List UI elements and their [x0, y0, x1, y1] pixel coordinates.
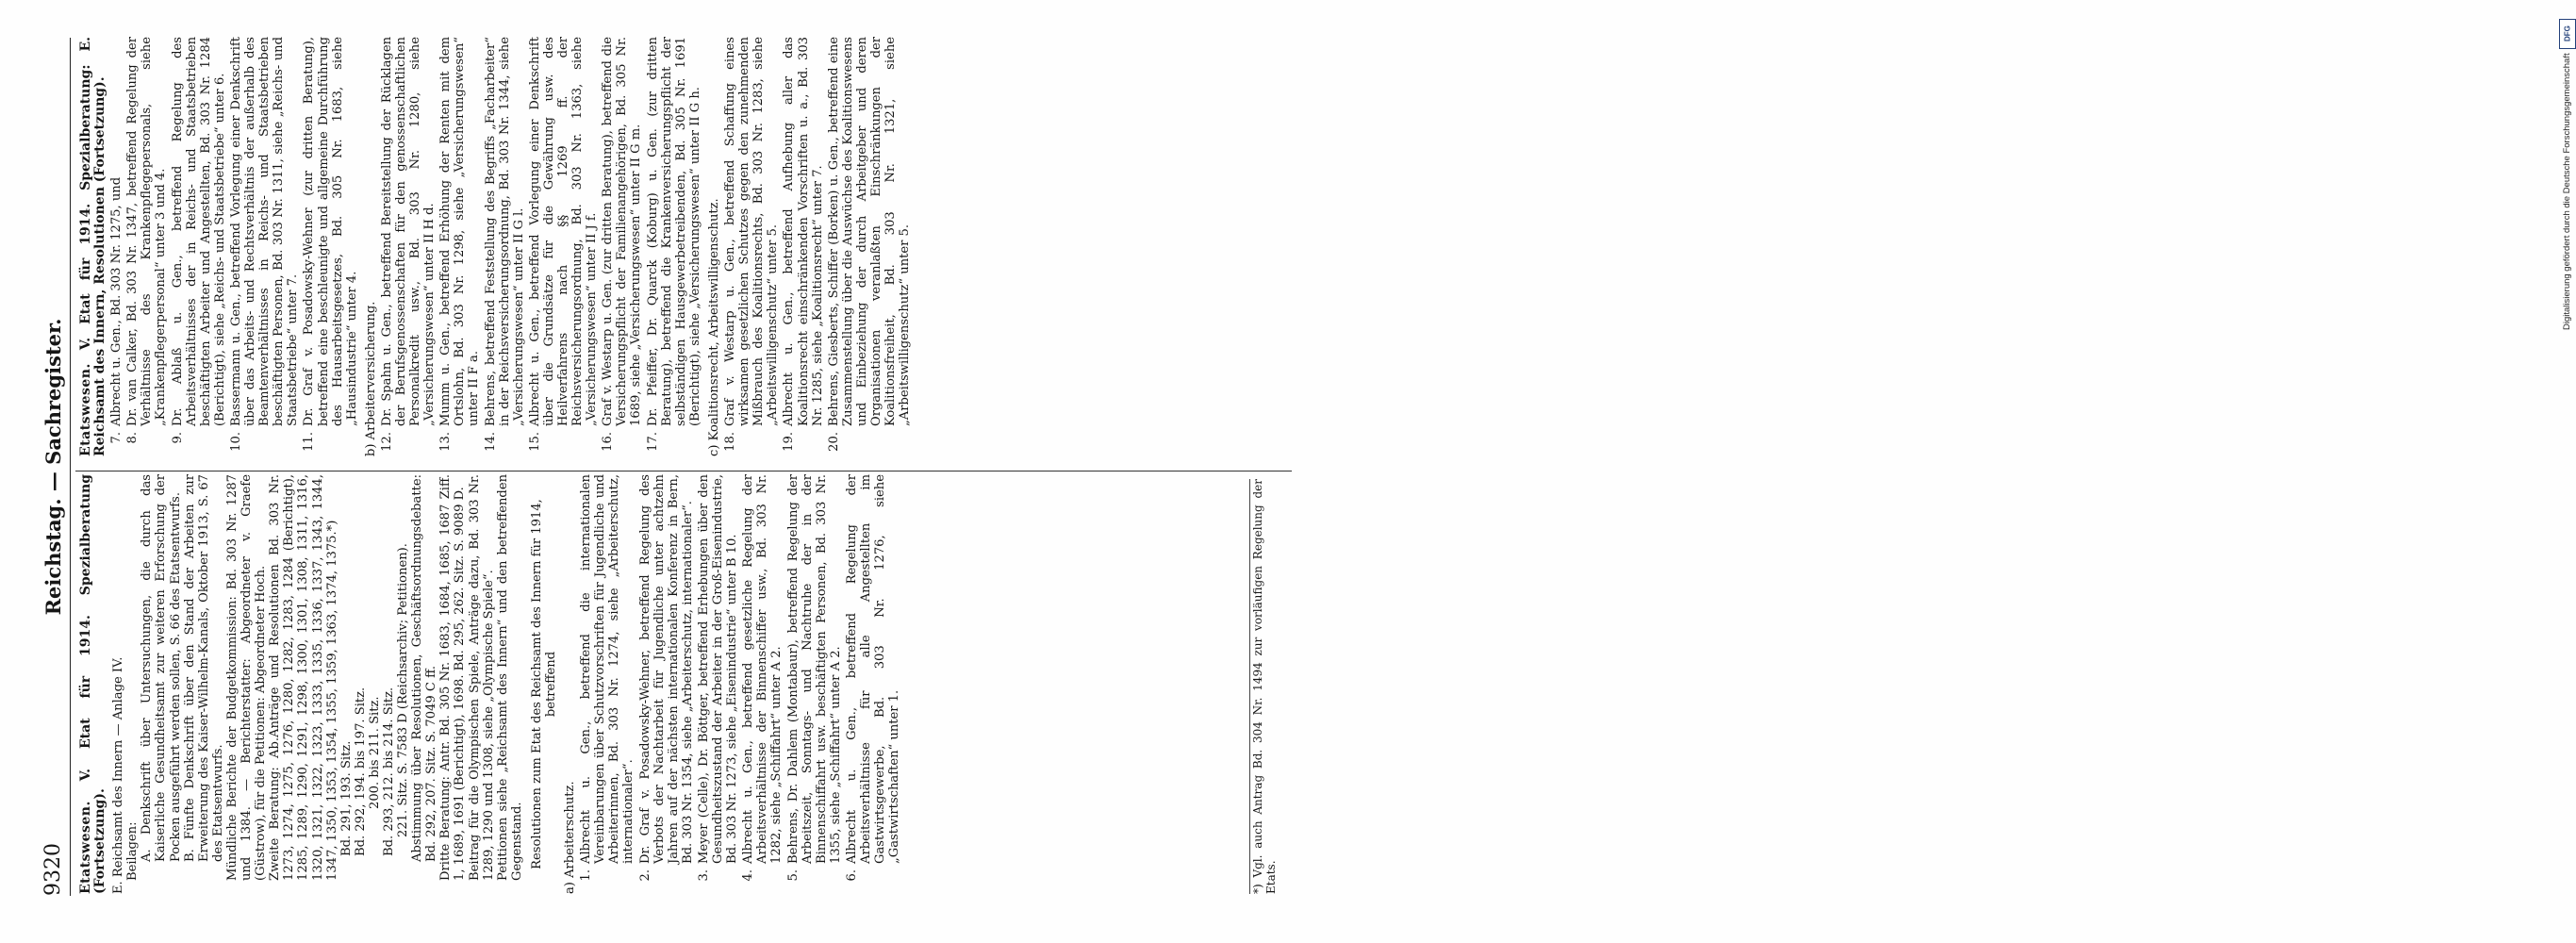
section-b-heading: b) Arbeiterversicherung. — [363, 301, 378, 456]
column-divider — [75, 471, 1292, 472]
beilagen-label: Beilagen: — [125, 821, 140, 881]
entry-list — [380, 37, 702, 456]
petitionen-ref: Petitionen siehe „Reichsamt des Innern“ und den betreffenden Gegenstand. — [495, 474, 524, 881]
beilage-a: A. Denkschrift über Untersuchungen, die durch das Kaiserliche Gesundheitsamt zur weiteren Erforschung der Pocken ausgeführt werden sollen, S. 66 des Etatsentwurfs. — [140, 474, 183, 862]
entry-text: Dr. Spahn u. Gen., betreffend Bereitstellung der Rücklagen der Berufsgenossenschaften für den genossenschaftlichen Personalkredit usw., Bd. 303 Nr. 1280, siehe „Versicherungswesen“ unter II H d. — [379, 37, 438, 426]
entry-number: 14. — [483, 432, 498, 452]
olympische-spiele-beitrag: Beitrag für die Olympischen Spiele, Anträge dazu, Bd. 303 Nr. 1289, 1290 und 1308, siehe „Olympische Spiele“. — [467, 474, 496, 881]
resolution-entry — [171, 37, 227, 456]
entry-number: 16. — [601, 432, 616, 452]
resolution-entry — [380, 37, 437, 456]
entry-number: 17. — [645, 432, 660, 452]
abstimmung: Abstimmung über Resolutionen, Geschäftsordnungsdebatte: Bd. 292, 207. Sitz. S. 7049 C ff. — [410, 474, 439, 862]
scanned-page — [0, 0, 1282, 943]
sitzung-ref: Bd. 292, 194. bis 197. Sitz. — [353, 687, 368, 856]
entry-number: 18. — [723, 432, 738, 452]
running-head — [38, 38, 71, 896]
entry-text: Albrecht u. Gen., betreffend Vorlegung einer Denkschrift über die Grundsätze für die Gewährung usw. des Heilverfahrens nach §§ 1269 ff. der Reichsversicherungsordnung, Bd. 303 Nr. 1363, siehe „Versicherungswesen“ unter II J f. — [527, 37, 600, 426]
entry-text: Graf v. Westarp u. Gen., betreffend Schaffung eines wirksamen gesetzlichen Schutzes gegen den zunehmenden Mißbrauch des Koalitionsrechts, Bd. 303 Nr. 1283, siehe „Arbeitswilligenschutz“ unter 5. — [723, 37, 781, 426]
entry-text: Albrecht u. Gen., betreffend gesetzliche Regelung der Arbeitsverhältnisse der Binnenschiffer usw., Bd. 303 Nr. 1282, siehe „Schiffahrt“ unter A 2. — [741, 474, 784, 864]
entry-text: Dr. van Calker, Bd. 303 Nr. 1347, betreffend Regelung der Verhältnisse des Krankenpflegepersonals, siehe „Krankenpflegerpersonal“ unter 3 und 4. — [125, 37, 169, 426]
resolution-entry — [579, 474, 636, 894]
header-title: Reichstag. — Sachregister. — [41, 318, 65, 616]
section-a-heading: a) Arbeiterschutz. — [563, 781, 578, 894]
entry-text: Dr. Ablaß u. Gen., betreffend Regelung des Arbeitsverhältnisses der in Reichs- und Staatsbetrieben beschäftigten Arbeiter und Angestellten, Bd. 303 Nr. 1284 (Berichtigt), siehe „Reichs- und Staatsbetriebe“ unter 6. — [170, 37, 227, 426]
entry-number: 2. — [637, 869, 652, 882]
entry-list — [723, 37, 912, 456]
zweite-beratung: Zweite Beratung: Ab.Anträge und Resolutionen Bd. 303 Nr. 1273, 1274, 1275, 1276, 1280, 1282, 1283, 1284 (Berichtigt), 1285, 1289, 1290, 1291, 1298, 1300, 1301, 1308, 1311, 1316, 1320, 1321, 1322, 1323, 1333, 1335, 1336, 1337, 1343, 1344, 1347, 1350, 1353, 1354, 1355, 1359, 1363, 1374, 1375.*) — [268, 474, 339, 881]
entry-text: Mumm u. Gen., betreffend Erhöhung der Renten mit dem Ortslohn, Bd. 303 Nr. 1298, siehe „Versicherungswesen“ unter II F a. — [438, 37, 482, 426]
sitzung-ref: Bd. 291, 193. Sitz. — [339, 740, 354, 856]
resolution-entry — [845, 474, 901, 894]
dritte-beratung: Dritte Beratung: Antr. Bd. 305 Nr. 1683, 1684, 1685, 1687 Ziff. 1, 1689, 1691 (Berichtigt), 1698. Bd. 295, 262. Sitz. S. 9089 D. — [438, 474, 468, 881]
resolution-entry — [723, 37, 780, 456]
resolution-entry — [786, 474, 843, 894]
entry-text: Albrecht u. Gen., Bd. 303 Nr. 1275, und — [109, 176, 124, 426]
entry-text: Behrens, betreffend Feststellung des Begriffs „Facharbeiter“ in der Reichsversicherungsordnung, Bd. 303 Nr. 1344, siehe „Versicherungswesen“ unter II G l. — [483, 37, 526, 426]
entry-number: 10. — [228, 432, 243, 452]
entry-text: Albrecht u. Gen., betreffend die internationalen Vereinbarungen über Schutzvorschriften für Jugendliche und Arbeiterinnen, Bd. 303 Nr. 1274, siehe „Arbeiterschutz, internationaler“. — [579, 474, 636, 864]
entry-text: Behrens, Dr. Dahlem (Montabaur), betreffend Regelung der Arbeitszeit, Sonntags- und Nachtruhe der in der Binnenschiffahrt usw. beschäftigten Personen, Bd. 303 Nr. 1355, siehe „Schiffahrt“ unter A 2. — [785, 474, 843, 864]
entry-text: Meyer (Celle), Dr. Böttger, betreffend Erhebungen über den Gesundheitszustand der Arbeiter in der Groß-Eisenindustrie, Bd. 303 Nr. 1273, siehe „Eisenindustrie“ unter B 10. — [696, 474, 740, 864]
section-e-heading: E. Reichsamt des Innern — Anlage IV. — [111, 656, 126, 894]
right-column-heading — [79, 37, 107, 456]
digitization-credit — [1278, 9, 2572, 934]
resolution-entry — [528, 37, 599, 456]
entry-number: 19. — [782, 432, 797, 452]
resolution-entry — [125, 37, 168, 456]
entry-number: 5. — [785, 869, 801, 882]
heading-keyword: Etatswesen. — [78, 363, 93, 456]
entry-number: 9. — [170, 432, 185, 444]
resolution-entry — [638, 474, 695, 894]
sitzung-ref: 221. Sitz. S. 7583 D (Reichsarchiv; Petitionen). — [396, 543, 411, 837]
right-column — [79, 37, 1258, 456]
entry-text: Behrens, Giesberts, Schiffer (Borken) u. Gen., betreffend eine Zusammenstellung über die Auswüchse des Koalitionswesens und Einbeziehung der durch Arbeitgeber und deren Organisationen veranlaßten Einschränkungen der Koalitionsfreiheit, Bd. 303 Nr. 1321, siehe „Arbeitswilligenschutz“ unter 5. — [826, 37, 913, 426]
entry-number: 3. — [696, 869, 711, 882]
heading-rest: V. Etat für 1914. Spezialberatung: E. Reichsamt des Innern, Resolutionen (Fortsetzung). — [78, 36, 108, 456]
entry-text: Graf v. Westarp u. Gen. (zur dritten Beratung), betreffend die Versicherungspflicht der Familienangehörigen, Bd. 305 Nr. 1689, siehe „Versicherungswesen“ unter II G m. — [601, 37, 644, 426]
dfg-logo: DFG — [2559, 19, 2576, 49]
entry-text: Dr. Graf v. Posadowsky-Wehner, betreffend Regelung des Verbots der Nachtarbeit für Jugendliche unter achtzehn Jahren auf der nächsten internationalen Konferenz in Bern, Bd. 303 Nr. 1354, siehe „Arbeiterschutz, internationaler“. — [637, 474, 695, 864]
entry-number: 20. — [826, 432, 841, 452]
resolutionen-heading: Resolutionen zum Etat des Reichsamt des Innern für 1914, betreffend — [529, 499, 558, 869]
sitzung-ref: Bd. 293, 212. bis 214. Sitz. — [381, 687, 396, 856]
heading-rest: V. Etat für 1914. Spezialberatung (Fortsetzung). — [78, 474, 108, 894]
left-column — [79, 474, 1258, 894]
entry-number: 13. — [438, 432, 454, 452]
entry-number: 6. — [844, 869, 859, 882]
entry-list — [579, 474, 901, 894]
entry-number: 12. — [379, 432, 394, 452]
entry-number: 4. — [741, 869, 756, 882]
left-column-heading — [79, 474, 107, 894]
resolution-entry — [782, 37, 824, 456]
credit-text: Digitalisierung gefördert durch die Deutsche Forschungsgemeinschaft — [2562, 53, 2572, 330]
entry-number: 15. — [527, 432, 542, 452]
footnote — [1249, 479, 1278, 894]
entry-text: Albrecht u. Gen., betreffend Regelung der Arbeitsverhältnisse für alle Angestellten im Gastwirtsgewerbe, Bd. 303 Nr. 1276, siehe „Gastwirtschaften“ unter 1. — [844, 474, 902, 864]
resolution-entry — [827, 37, 913, 456]
resolution-entry — [741, 474, 784, 894]
entry-text: Dr. Graf v. Posadowsky-Wehner (zur dritten Beratung), betreffend eine beschleunigte und allgemeine Durchführung des Hausarbeitsgesetzes, Bd. 305 Nr. 1683, siehe „Hausindustrie“ unter 4. — [302, 37, 359, 426]
heading-keyword: Etatswesen. — [78, 801, 93, 894]
sitzung-ref: 200. bis 211. Sitz. — [367, 696, 382, 809]
resolution-entry — [109, 37, 124, 456]
entry-number: 8. — [125, 432, 140, 444]
entry-list — [109, 37, 359, 456]
entry-number: 7. — [109, 432, 124, 444]
muendliche-berichte: Mündliche Berichte der Budgetkommission: Bd. 303 Nr. 1287 und 1384. — Berichterstatter: Abgeordneter v. Graefe (Güstrow), für die Petitionen: Abgeordneter Hoch. — [224, 474, 269, 881]
resolution-entry — [697, 474, 739, 894]
resolution-entry — [438, 37, 481, 456]
resolution-entry — [229, 37, 300, 456]
entry-text: Albrecht u. Gen., betreffend Aufhebung aller das Koalitionsrecht einschränkenden Vorschriften u. a., Bd. 303 Nr. 1285, siehe „Koalitionsrecht“ unter 7. — [782, 37, 825, 426]
entry-number: 11. — [302, 432, 317, 452]
entry-text: Bassermann u. Gen., betreffend Vorlegung einer Denkschrift über das Arbeits- und Rechtsverhältnis der außerhalb des Beamtenverhältnisses in Reichs- und Staatsbetrieben beschäftigten Personen, Bd. 303 Nr. 1311, siehe „Reichs- und Staatsbetriebe“ unter 7. — [228, 37, 301, 426]
resolution-entry — [302, 37, 358, 456]
resolution-entry — [484, 37, 526, 456]
footnote-text: *) Vgl. auch Antrag Bd. 304 Nr. 1494 zur vorläufigen Regelung der Etats. — [1251, 479, 1278, 894]
resolution-entry — [601, 37, 643, 456]
resolution-entry — [646, 37, 702, 456]
entry-text: Dr. Pfeiffer, Dr. Quarck (Koburg) u. Gen. (zur dritten Beratung), betreffend die Krankenversicherungspflicht der selbständigen Hausgewerbetreibenden, Bd. 305 Nr. 1691 (Berichtigt), siehe „Versicherungswesen“ unter II G h. — [645, 37, 702, 426]
page-number: 9320 — [41, 843, 65, 896]
entry-number: 1. — [579, 869, 594, 882]
section-c-heading: c) Koalitionsrecht, Arbeitswilligenschutz. — [706, 198, 721, 456]
beilage-b: B. Fünfte Denkschrift über den Stand der Arbeiten zur Erweiterung des Kaiser-Wilhelm-Kanals, Oktober 1913, S. 67 des Etatsentwurfs. — [182, 474, 225, 862]
